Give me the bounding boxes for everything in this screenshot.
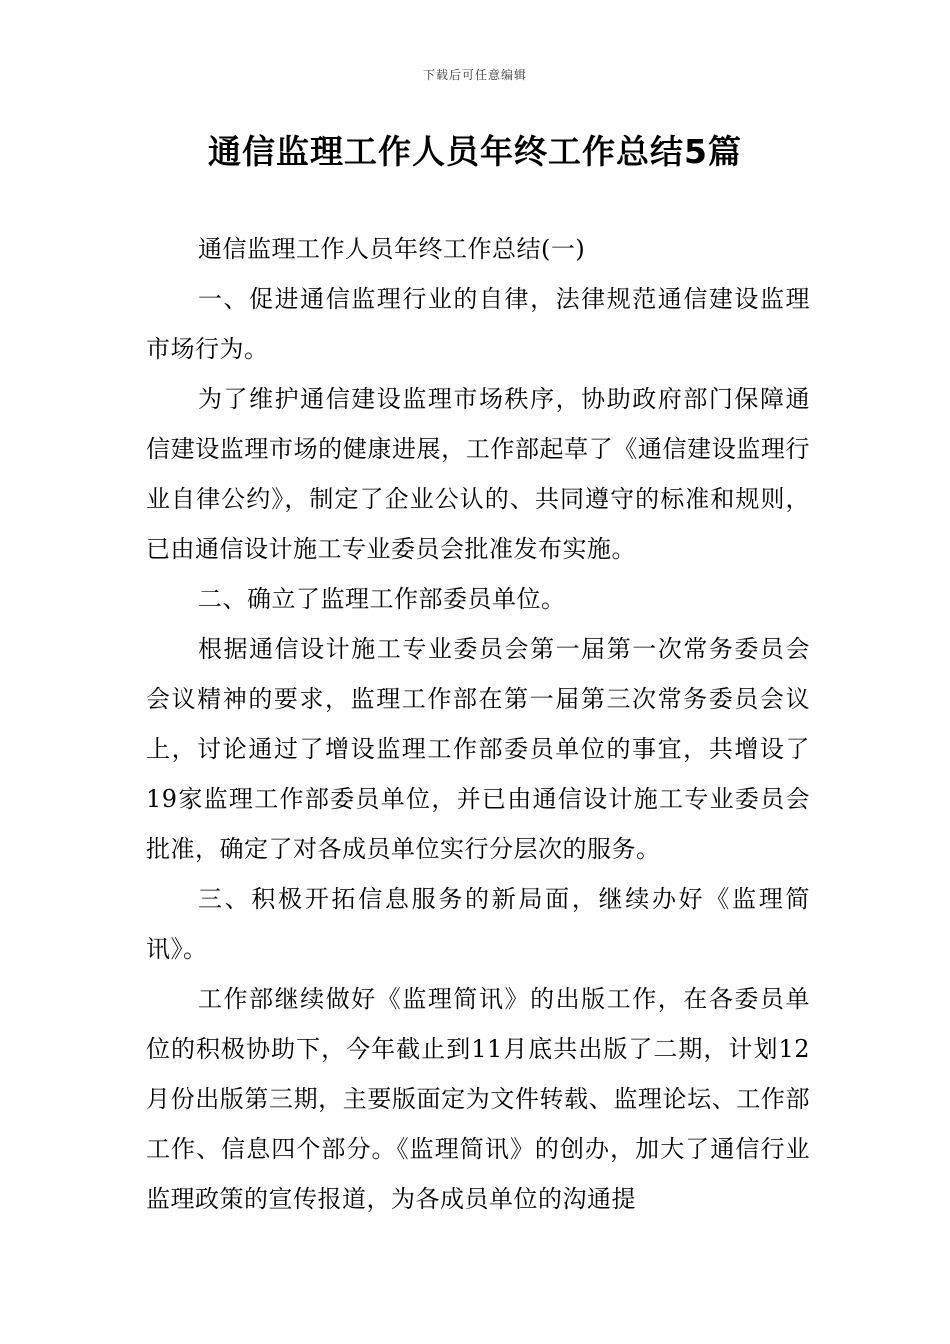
document-body [146, 224, 810, 1224]
paragraph: 三、积极开拓信息服务的新局面，继续办好《监理简讯》。 [146, 885, 810, 963]
document-title: 通信监理工作人员年终工作总结5篇 [208, 132, 742, 171]
paragraph: 一、促进通信监理行业的自律，法律规范通信建设监理市场行为。 [146, 285, 810, 363]
paragraph: 二、确立了监理工作部委员单位。 [198, 585, 566, 613]
page-header-note: 下载后可任意编辑 [422, 68, 527, 82]
paragraph: 为了维护通信建设监理市场秩序，协助政府部门保障通信建设监理市场的健康进展，工作部起草了《通信建设监理行业自律公约》，制定了企业公认的、共同遵守的标准和规则，已由通信设计施工专业委员会批准发布实施。 [146, 385, 810, 563]
paragraph: 根据通信设计施工专业委员会第一届第一次常务委员会会议精神的要求，监理工作部在第一届第三次常务委员会议上，讨论通过了增设监理工作部委员单位的事宜，共增设了19家监理工作部委员单位，并已由通信设计施工专业委员会批准，确定了对各成员单位实行分层次的服务。 [146, 635, 810, 863]
section-heading: 通信监理工作人员年终工作总结(一) [198, 235, 586, 263]
paragraph: 工作部继续做好《监理简讯》的出版工作，在各委员单位的积极协助下，今年截止到11月底共出版了二期，计划12月份出版第三期，主要版面定为文件转载、监理论坛、工作部工作、信息四个部分。《监理简讯》的创办，加大了通信行业监理政策的宣传报道，为各成员单位的沟通提 [146, 985, 810, 1213]
